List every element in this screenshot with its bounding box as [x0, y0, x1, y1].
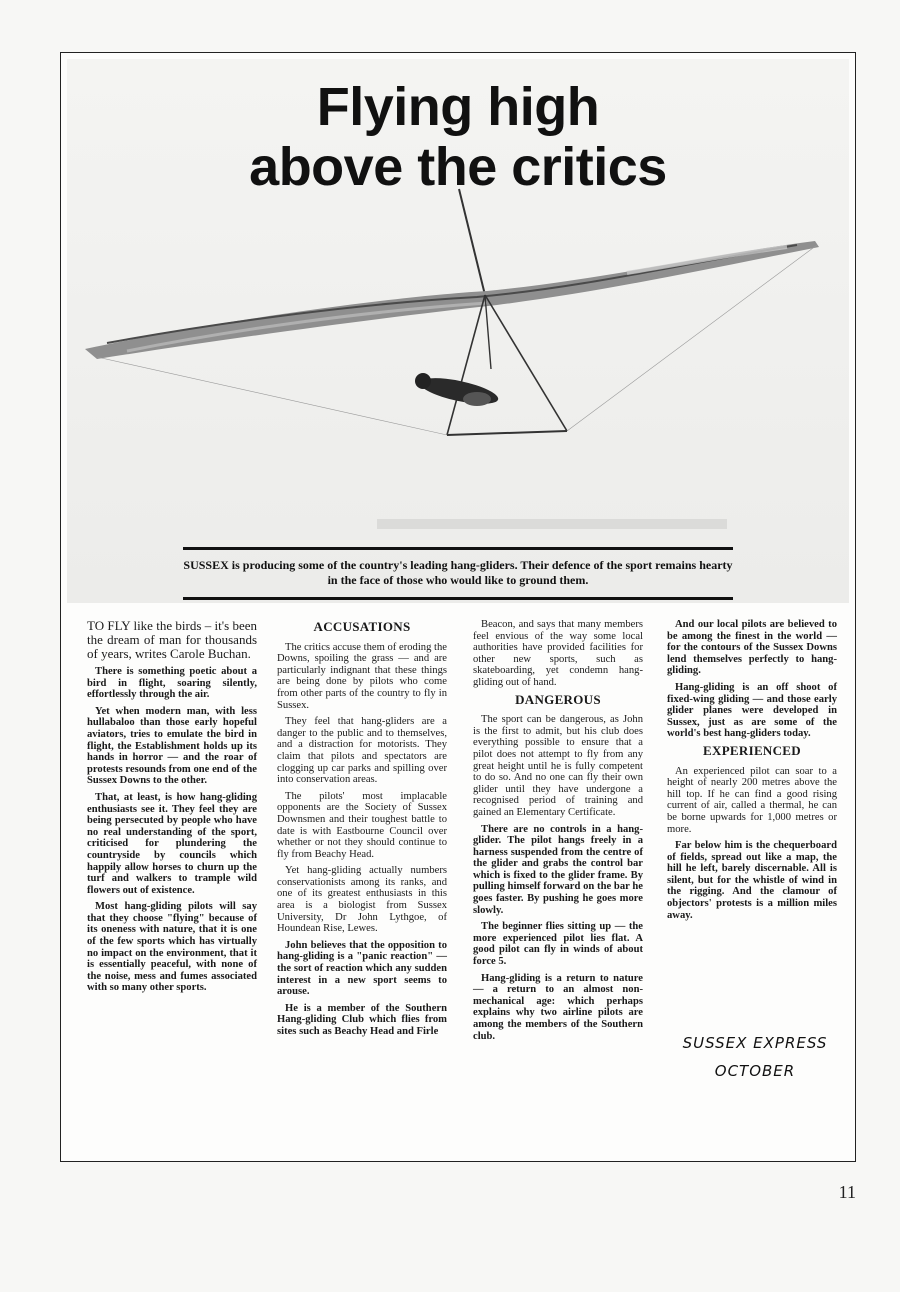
article-column-2 [277, 619, 447, 1043]
source-publication: SUSSEX EXPRESS [682, 1034, 828, 1052]
headline-line-1: Flying high [316, 77, 600, 137]
body-paragraph: And our local pilots are believed to be among the finest in the world — for the contours of the Sussex Downs lend themselves perfectly to hang-gliding. [667, 619, 837, 677]
body-paragraph: He is a member of the Southern Hang-gliding Club which flies from sites such as Beachy Head and Firle [277, 1002, 447, 1037]
headline [67, 77, 849, 197]
article-column-4 [667, 619, 837, 926]
body-paragraph: The pilots' most implacable opponents are the Society of Sussex Downsmen and their toughest battle to date is with Eastbourne Council over whether or not they should continue to fly from Beachy Head. [277, 790, 447, 860]
body-paragraph: An experienced pilot can soar to a height of nearly 200 metres above the hill top. If he can find a good rising current of air, called a thermal, he can be borne upwards for 1,000 metres or more. [667, 765, 837, 835]
article-column-1 [87, 619, 257, 999]
article-body [87, 619, 847, 1139]
newspaper-clipping [60, 52, 856, 1162]
lead-paragraph: TO FLY like the birds – it's been the dream of man for thousands of years, writes Carole Buchan. [87, 618, 257, 661]
intro-paragraph: There is something poetic about a bird in flight, soaring silently, effortlessly through the air. [87, 666, 257, 701]
body-paragraph: John believes that the opposition to hang-gliding is a "panic reaction" — the sort of reaction which any sudden interest in a new sport seems to arouse. [277, 939, 447, 998]
body-paragraph: Beacon, and says that many members feel envious of the way some local authorities have provided facilities for other new sports, such as skateboarding, yet condemn hang-gliding out of hand. [473, 619, 643, 688]
subheading-experienced: EXPERIENCED [703, 742, 801, 758]
subheading-accusations: ACCUSATIONS [313, 619, 411, 634]
body-paragraph: Most hang-gliding pilots will say that they choose "flying" because of its oneness with nature, that it is one of the few sports which has virtually no impact on the environment, that it is essentially peaceful, with none of the noise, mess and fumes associated with so many other sports. [87, 901, 257, 994]
article-column-3 [473, 619, 643, 1047]
body-paragraph: Yet when modern man, with less hullabaloo than those early hopeful aviators, tries to emulate the bird in flight, the Establishment holds up its hands in horror — and the roar of protests resounds from one end of the Sussex Downs to the other. [87, 705, 257, 787]
body-paragraph: Far below him is the chequerboard of fields, spread out like a map, the hill he left, barely discernable. All is silent, but for the whistle of wind in the rigging. And the clamour of objectors' protests is a million miles away. [667, 840, 837, 921]
page-number: 11 [838, 1182, 856, 1202]
body-paragraph: The sport can be dangerous, as John is the first to admit, but his club does everything possible to ensure that a pilot does not attempt to fly from any great height until he is fully competent to do so. And no one can fly their own glider until they have undergone a recognised period of training and gained an Elementary Certificate. [473, 714, 643, 818]
source-month: OCTOBER [714, 1062, 796, 1080]
body-paragraph: That, at least, is how hang-gliding enthusiasts see it. They feel they are being persecuted by people who have no real understanding of the sport, criticised for plundering the countryside by councils which happily allow horses to churn up the turf and walkers to trample wild flowers out of existence. [87, 791, 257, 896]
body-paragraph: Hang-gliding is an off shoot of fixed-wing gliding — and those early glider planes were developed in Sussex, just as are some of the world's best hang-gliders today. [667, 681, 837, 740]
body-paragraph: Hang-gliding is a return to nature — a return to an almost non-mechanical age: which perhaps explains why two airline pilots are among the members of the Southern club. [473, 972, 643, 1042]
body-paragraph: They feel that hang-gliders are a danger to the public and to themselves, and a distraction for motorists. They claim that pilots and spectators are clogging up car parks and spilling over into conservation areas. [277, 716, 447, 786]
body-paragraph: The critics accuse them of eroding the Downs, spoiling the grass — and are particularly indignant that these things are being done by pilots who come from other parts of the country to fly in Sussex. [277, 641, 447, 711]
hang-glider-photo [67, 59, 849, 603]
photo-caption: SUSSEX is producing some of the country's leading hang-gliders. Their defence of the sport remains hearty in the face of those who would like to ground them. [183, 547, 733, 600]
body-paragraph: There are no controls in a hang-glider. The pilot hangs freely in a harness suspended from the centre of the glider and grabs the control bar which is fixed to the glider frame. By pulling himself forward on the bar he goes faster. By pushing he goes more slowly. [473, 823, 643, 916]
body-paragraph: Yet hang-gliding actually numbers conservationists among its ranks, and one of its greatest enthusiasts in this area is a biologist from Sussex University, Dr John Lythgoe, of Houndean Rise, Lewes. [277, 865, 447, 935]
subheading-dangerous: DANGEROUS [515, 691, 601, 707]
headline-line-2: above the critics [249, 137, 667, 197]
body-paragraph: The beginner flies sitting up — the more experienced pilot lies flat. A good pilot can fly in winds of about force 5. [473, 921, 643, 968]
handwritten-source-note [669, 1029, 841, 1085]
